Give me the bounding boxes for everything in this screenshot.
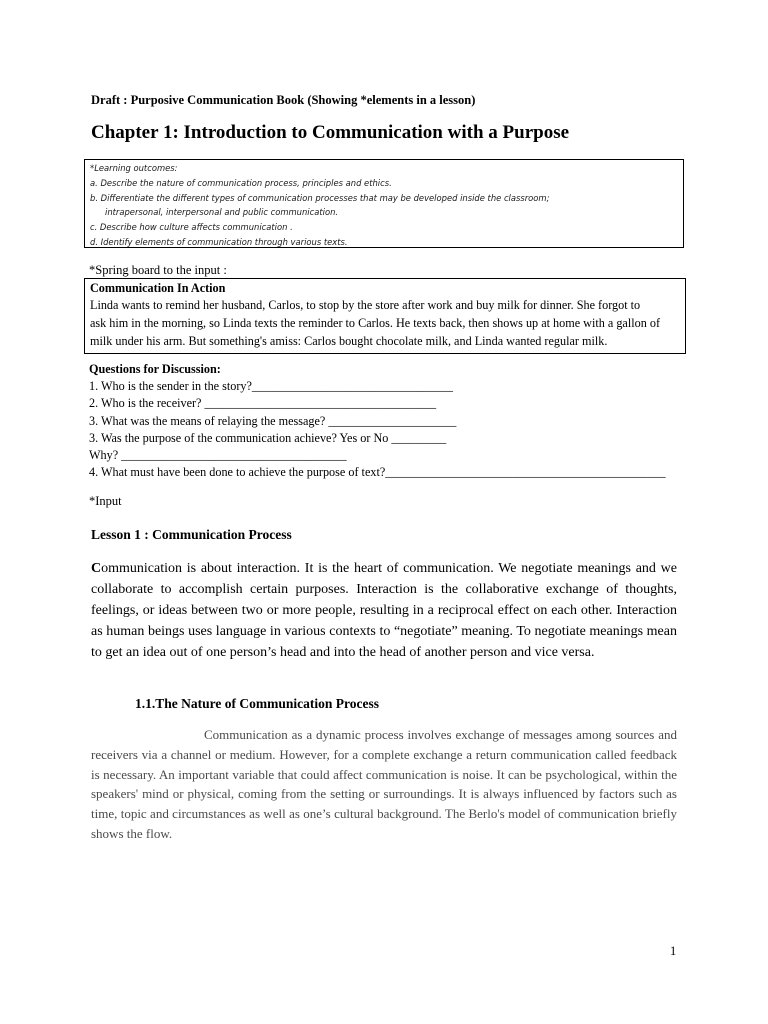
nature-paragraph: Communication as a dynamic process involves exchange of messages among sources and receivers via a channel or medium. However, for a complete exchange a return communication called feedback is necessary. An important variable that could affect communication is noise. It can be psychological, within the speakers' mind or physical, coming from the setting or surroundings. It is always influenced by factors such as time, topic and circumstances as well as one’s cultural background. The Berlo's model of communication briefly shows the flow. (91, 727, 677, 841)
story-line: Linda wants to remind her husband, Carlos, to stop by the store after work and buy milk for dinner. She forgot to (90, 298, 641, 312)
story-line: milk under his arm. But something's amiss: Carlos bought chocolate milk, and Linda wanted regular milk. (90, 334, 608, 348)
outcome-item: b. Differentiate the different types of communication processes that may be developed inside the classroom; (90, 192, 550, 203)
discussion-questions (89, 361, 666, 481)
question-item: 1. Who is the sender in the story?_________________________________ (89, 379, 454, 394)
story-line: ask him in the morning, so Linda texts the reminder to Carlos. He texts back, then shows up at home with a gallon of (90, 316, 660, 330)
section-subheading: 1.1.The Nature of Communication Process (135, 696, 379, 711)
question-item: 4. What must have been done to achieve the purpose of text?______________________________________________ (89, 465, 666, 480)
lesson-title: Lesson 1 : Communication Process (91, 527, 292, 542)
chapter-title: Chapter 1: Introduction to Communication with a Purpose (91, 122, 570, 143)
outcome-item: c. Describe how culture affects communication . (90, 222, 293, 233)
drop-cap: C (91, 561, 102, 576)
outcome-item: a. Describe the nature of communication process, principles and ethics. (90, 177, 392, 188)
questions-title: Questions for Discussion: (89, 362, 221, 376)
question-item: 3. Was the purpose of the communication achieve? Yes or No _________ (89, 430, 447, 445)
outcome-item: intrapersonal, interpersonal and public communication. (105, 207, 339, 218)
input-label: *Input (89, 494, 122, 508)
draft-header: Draft : Purposive Communication Book (Showing *elements in a lesson) (91, 93, 476, 107)
outcomes-title: *Learning outcomes: (90, 163, 178, 173)
question-item: 3. What was the means of relaying the message? _____________________ (89, 413, 457, 428)
page-number: 1 (670, 944, 677, 958)
springboard-label: *Spring board to the input : (89, 263, 227, 277)
communication-in-action-box (84, 278, 686, 354)
outcome-item: d. Identify elements of communication through various texts. (90, 236, 348, 247)
learning-outcomes-box (84, 159, 684, 248)
question-item: 2. Who is the receiver? ______________________________________ (89, 396, 437, 411)
action-title: Communication In Action (90, 281, 226, 295)
intro-paragraph-text: ommunication is about interaction. It is the heart of communication. We negotiate meanings and we collaborate to accomplish certain purposes. Interaction is the collaborative exchange of thoughts, feelings, or ideas between two or more people, resulting in a reciprocal effect on each other. Interaction as human beings uses language in various contexts to “negotiate” meaning. To negotiate meanings mean to get an idea out of one person’s head and into the head of another person and vice versa. (91, 561, 677, 660)
intro-paragraph (91, 558, 677, 663)
question-item: Why? _____________________________________ (89, 448, 347, 463)
